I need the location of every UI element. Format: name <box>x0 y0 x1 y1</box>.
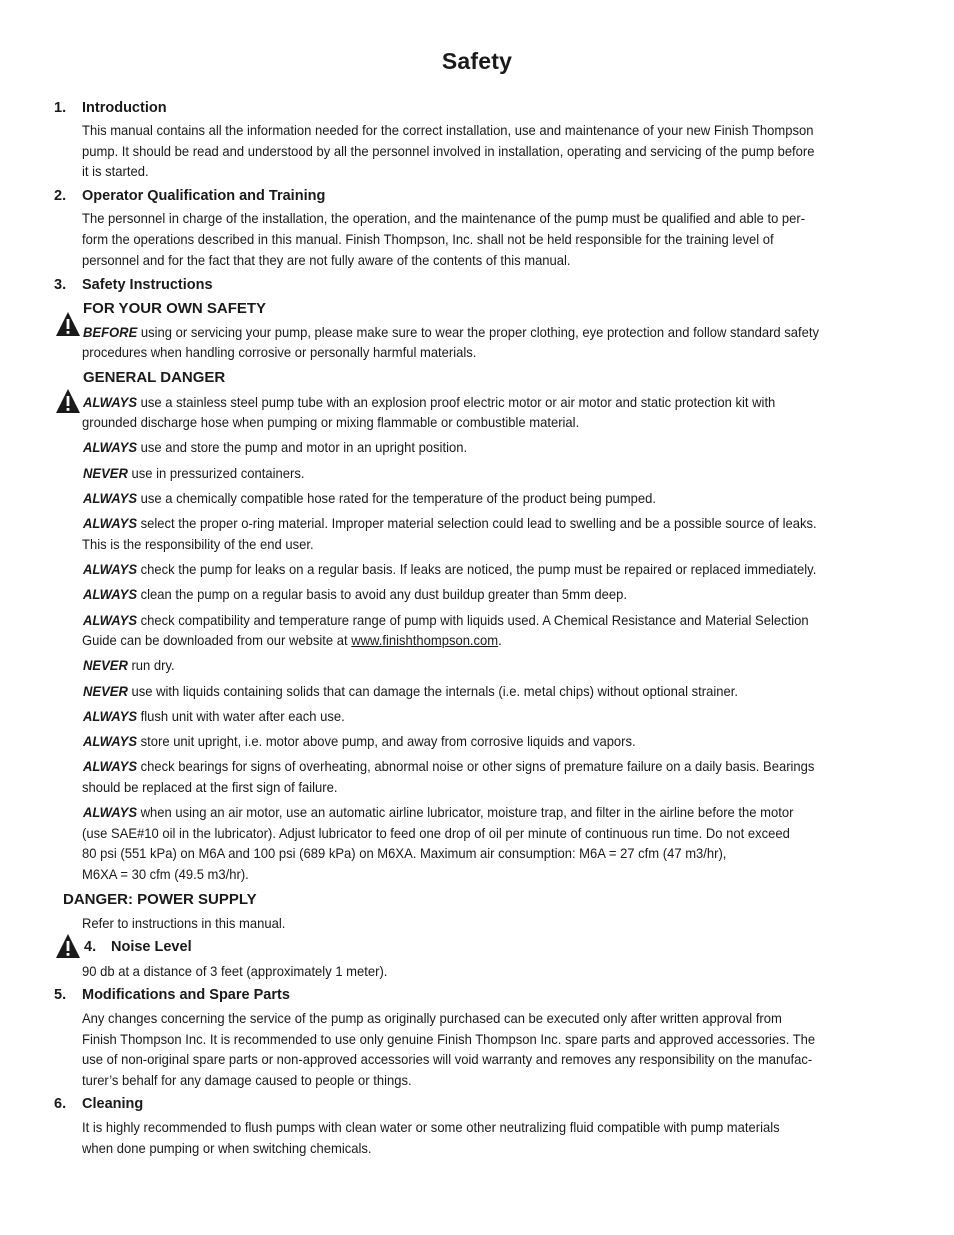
danger-item: ALWAYS select the proper o-ring material. Improper material selection could lead to swelling and be a possible source of leaks. <box>83 515 817 531</box>
danger-item: NEVER run dry. <box>83 657 175 673</box>
website-link[interactable]: www.finishthompson.com <box>351 632 499 648</box>
paragraph-line: Any changes concerning the service of the pump as originally purchased can be executed only after written approval from <box>82 1010 782 1026</box>
danger-item-cont: M6XA = 30 cfm (49.5 m3/hr). <box>82 866 249 882</box>
section-heading-cleaning: Cleaning <box>82 1096 144 1112</box>
section-heading-operator: Operator Qualification and Training <box>82 188 326 204</box>
paragraph-line: it is started. <box>82 163 149 179</box>
danger-item-cont: (use SAE#10 oil in the lubricator). Adjust lubricator to feed one drop of oil per minute of continuous run time. Do not exceed <box>82 825 790 841</box>
paragraph-line: 90 db at a distance of 3 feet (approximately 1 meter). <box>82 963 388 979</box>
warning-triangle-icon <box>55 933 81 959</box>
danger-item: ALWAYS use and store the pump and motor in an upright position. <box>83 439 468 455</box>
warning-triangle-icon <box>55 311 81 337</box>
paragraph-line: This manual contains all the information needed for the correct installation, use and maintenance of your new Finish Thompson <box>82 122 814 138</box>
danger-item: ALWAYS clean the pump on a regular basis to avoid any dust buildup greater than 5mm deep. <box>83 586 628 602</box>
danger-item-cont: Guide can be downloaded from our website at www.finishthompson.com. <box>82 632 502 648</box>
keyword: ALWAYS <box>83 804 138 820</box>
subheading-power-supply: DANGER: POWER SUPPLY <box>63 891 257 908</box>
paragraph-line: form the operations described in this manual. Finish Thompson, Inc. shall not be held responsible for the training level of <box>82 231 774 247</box>
keyword: ALWAYS <box>83 612 138 628</box>
section-heading-noise: Noise Level <box>111 939 192 955</box>
section-number: 1. <box>54 100 67 116</box>
keyword: ALWAYS <box>83 708 138 724</box>
keyword: NEVER <box>83 465 128 481</box>
safety-line: BEFORE using or servicing your pump, please make sure to wear the proper clothing, eye protection and follow standard safety <box>83 324 820 340</box>
danger-item-cont: 80 psi (551 kPa) on M6A and 100 psi (689 kPa) on M6XA. Maximum air consumption: M6A = 27 cfm (47 m3/hr), <box>82 845 727 861</box>
section-number: 3. <box>54 277 67 293</box>
warning-triangle-icon <box>55 388 81 414</box>
paragraph-line: personnel and for the fact that they are not fully aware of the contents of this manual. <box>82 252 571 268</box>
section-heading-safety: Safety Instructions <box>82 277 213 293</box>
safety-line: procedures when handling corrosive or personally harmful materials. <box>82 344 477 360</box>
keyword: ALWAYS <box>83 394 138 410</box>
danger-item: NEVER use with liquids containing solids that can damage the internals (i.e. metal chips) without optional strainer. <box>83 683 738 699</box>
section-number: 5. <box>54 987 67 1003</box>
keyword: NEVER <box>83 657 128 673</box>
danger-item-cont: grounded discharge hose when pumping or mixing flammable or combustible material. <box>82 414 580 430</box>
danger-item: ALWAYS use a chemically compatible hose rated for the temperature of the product being pumped. <box>83 490 656 506</box>
danger-item: ALWAYS check the pump for leaks on a regular basis. If leaks are noticed, the pump must be repaired or replaced immediately. <box>83 561 817 577</box>
danger-item: ALWAYS check compatibility and temperature range of pump with liquids used. A Chemical Resistance and Material Selection <box>83 612 809 628</box>
keyword: ALWAYS <box>83 439 138 455</box>
subheading-general-danger: GENERAL DANGER <box>83 369 226 386</box>
page-title: Safety <box>441 48 513 74</box>
danger-item: ALWAYS use a stainless steel pump tube with an explosion proof electric motor or air motor and static protection kit with <box>83 394 776 410</box>
keyword: ALWAYS <box>83 586 138 602</box>
danger-item-cont: This is the responsibility of the end user. <box>82 536 314 552</box>
keyword: ALWAYS <box>83 561 138 577</box>
keyword: ALWAYS <box>83 733 138 749</box>
section-number: 2. <box>54 188 67 204</box>
section-number: 6. <box>54 1096 67 1112</box>
section-number: 4. <box>84 939 97 955</box>
danger-item: ALWAYS when using an air motor, use an automatic airline lubricator, moisture trap, and filter in the airline before the motor <box>83 804 794 820</box>
section-heading-modifications: Modifications and Spare Parts <box>82 987 290 1003</box>
keyword: NEVER <box>83 683 128 699</box>
paragraph-line: use of non-original spare parts or non-approved accessories will void warranty and removes any responsibility on the manufac- <box>82 1051 813 1067</box>
keyword: ALWAYS <box>83 490 138 506</box>
keyword: ALWAYS <box>83 515 138 531</box>
danger-item: ALWAYS check bearings for signs of overheating, abnormal noise or other signs of premature failure on a daily basis. Bearings <box>83 758 815 774</box>
danger-item-cont: should be replaced at the first sign of failure. <box>82 779 338 795</box>
keyword: ALWAYS <box>83 758 138 774</box>
danger-item: NEVER use in pressurized containers. <box>83 465 305 481</box>
keyword: BEFORE <box>83 324 138 340</box>
paragraph-line: Finish Thompson Inc. It is recommended to use only genuine Finish Thompson Inc. spare parts and approved accessories. The <box>82 1031 816 1047</box>
paragraph-line: It is highly recommended to flush pumps with clean water or some other neutralizing fluid compatible with pump materials <box>82 1119 780 1135</box>
danger-item: ALWAYS flush unit with water after each use. <box>83 708 345 724</box>
subheading-own-safety: FOR YOUR OWN SAFETY <box>83 300 267 317</box>
paragraph-line: when done pumping or when switching chemicals. <box>82 1140 372 1156</box>
paragraph-line: Refer to instructions in this manual. <box>82 915 286 931</box>
section-heading-introduction: Introduction <box>82 100 167 116</box>
paragraph-line: pump. It should be read and understood by all the personnel involved in installation, operating and servicing of the pump before <box>82 143 815 159</box>
paragraph-line: turer’s behalf for any damage caused to people or things. <box>82 1072 412 1088</box>
paragraph-line: The personnel in charge of the installation, the operation, and the maintenance of the pump must be qualified and able to per- <box>82 210 806 226</box>
danger-item: ALWAYS store unit upright, i.e. motor above pump, and away from corrosive liquids and vapors. <box>83 733 636 749</box>
